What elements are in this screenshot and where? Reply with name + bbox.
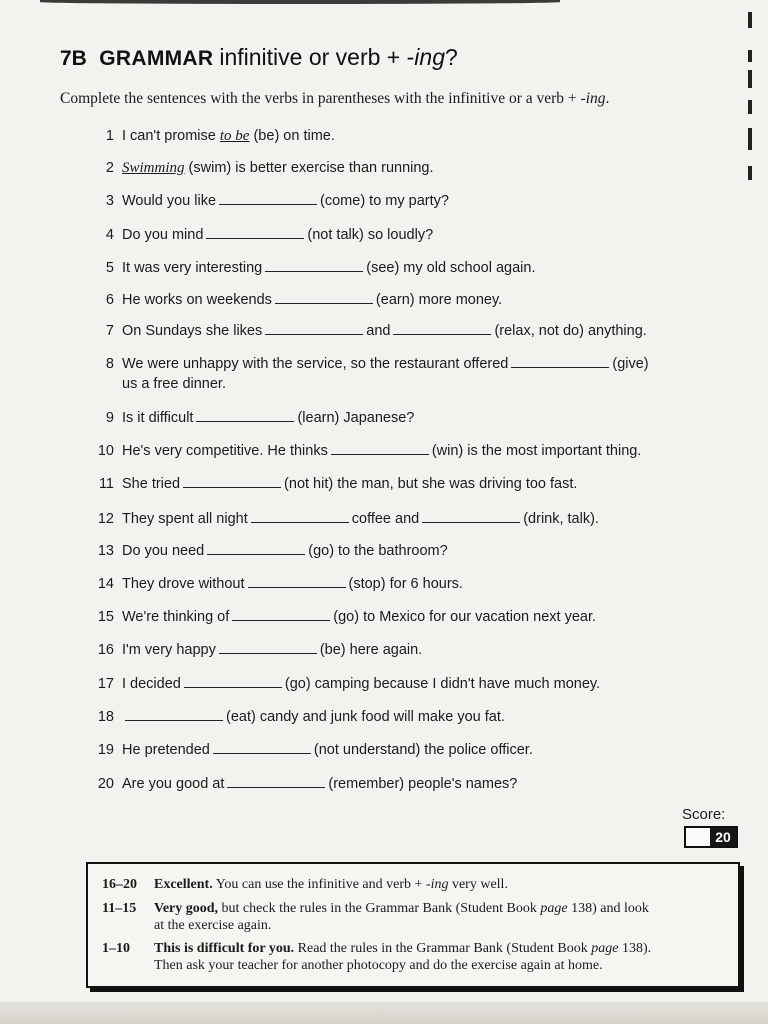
- exercise-item-18: [78, 707, 718, 727]
- answer-blank-13[interactable]: [207, 541, 305, 555]
- item-sentence: (eat) candy and junk food will make you fat.: [122, 709, 505, 725]
- answer-blank-5[interactable]: [265, 258, 363, 272]
- example-answer: Swimming: [122, 160, 185, 176]
- item-number: 10: [97, 443, 114, 459]
- item-number: 4: [105, 227, 114, 243]
- item-continuation: us a free dinner.: [122, 376, 226, 392]
- feedback-row-difficult: 1–10 This is difficult for you. Read the rules in the Grammar Bank (Student Book page 138). Then ask your teacher for another photocopy and do the exercise again at home.: [102, 941, 652, 973]
- answer-blank-20[interactable]: [227, 774, 325, 788]
- item-number: 19: [97, 742, 114, 758]
- section-code: 7B: [60, 47, 87, 70]
- feedback-row-excellent: 16–20 Excellent. You can use the infinitive and verb + -ing very well.: [102, 877, 508, 892]
- exercise-item-17: [78, 674, 718, 694]
- exercise-item-8: [78, 354, 718, 394]
- binding-marks: [748, 8, 754, 188]
- exercise-item-19: [78, 740, 718, 760]
- answer-blank-7-2[interactable]: [393, 321, 491, 335]
- exercise-item-3: [78, 191, 718, 211]
- item-number: 15: [97, 609, 114, 625]
- answer-blank-16[interactable]: [219, 640, 317, 654]
- item-number: 1: [105, 128, 114, 144]
- exercise-item-20: [78, 774, 718, 794]
- score-box: [684, 826, 738, 848]
- exercise-item-1: [78, 126, 718, 146]
- item-number: 11: [98, 476, 114, 492]
- item-sentence: On Sundays she likes and (relax, not do) anything.: [122, 323, 647, 339]
- item-number: 14: [97, 576, 114, 592]
- answer-blank-14[interactable]: [248, 574, 346, 588]
- answer-blank-7[interactable]: [265, 321, 363, 335]
- answer-blank-15[interactable]: [232, 607, 330, 621]
- item-number: 16: [97, 642, 114, 658]
- item-number: 9: [105, 410, 114, 426]
- exercise-item-6: [78, 290, 718, 310]
- score-label: Score:: [682, 806, 726, 823]
- instructions: Complete the sentences with the verbs in parentheses with the infinitive or a verb + -ing.: [60, 90, 610, 107]
- item-sentence: Do you need (go) to the bathroom?: [122, 543, 448, 559]
- item-sentence: Is it difficult (learn) Japanese?: [122, 410, 415, 426]
- page-top-edge: [40, 0, 560, 4]
- example-answer: to be: [219, 128, 250, 144]
- item-sentence: It was very interesting (see) my old school again.: [122, 260, 536, 276]
- exercise-item-4: [78, 225, 718, 245]
- exercise-item-12: [78, 509, 718, 529]
- score-total: 20: [710, 828, 736, 846]
- answer-blank-9[interactable]: [196, 408, 294, 422]
- answer-blank-12[interactable]: [251, 509, 349, 523]
- section-label: GRAMMAR: [99, 47, 214, 70]
- item-sentence: Swimming (swim) is better exercise than running.: [122, 160, 434, 176]
- item-number: 12: [97, 511, 114, 527]
- item-number: 3: [105, 193, 114, 209]
- item-number: 6: [105, 292, 114, 308]
- item-sentence: Would you like (come) to my party?: [122, 193, 449, 209]
- item-sentence: He pretended (not understand) the police officer.: [122, 742, 533, 758]
- topic-text: infinitive or verb + -: [219, 44, 415, 70]
- exercise-item-16: [78, 640, 718, 660]
- exercise-item-5: [78, 258, 718, 278]
- item-number: 7: [105, 323, 114, 339]
- page-bottom-shadow: [0, 1002, 768, 1024]
- answer-blank-3[interactable]: [219, 191, 317, 205]
- feedback-box: [86, 862, 740, 988]
- item-number: 20: [97, 776, 114, 792]
- exercise-item-14: [78, 574, 718, 594]
- answer-blank-12-2[interactable]: [422, 509, 520, 523]
- exercise-item-7: [78, 321, 718, 341]
- item-number: 13: [97, 543, 114, 559]
- topic-question: ?: [445, 44, 458, 70]
- item-number: 5: [105, 260, 114, 276]
- answer-blank-18[interactable]: [125, 707, 223, 721]
- exercise-item-13: [78, 541, 718, 561]
- item-sentence: I can't promise to be (be) on time.: [122, 128, 335, 144]
- item-sentence: He's very competitive. He thinks (win) is the most important thing.: [122, 443, 642, 459]
- answer-blank-11[interactable]: [183, 474, 281, 488]
- score-input-area[interactable]: [686, 828, 710, 846]
- item-number: 2: [105, 160, 114, 176]
- answer-blank-4[interactable]: [206, 225, 304, 239]
- item-sentence: They drove without (stop) for 6 hours.: [122, 576, 463, 592]
- item-sentence: He works on weekends (earn) more money.: [122, 292, 503, 308]
- feedback-row-very-good: 11–15 Very good, but check the rules in the Grammar Bank (Student Book page 138) and look at the exercise again.: [102, 901, 649, 933]
- item-number: 8: [105, 356, 114, 372]
- exercise-item-10: [78, 441, 718, 461]
- item-number: 18: [97, 709, 114, 725]
- answer-blank-19[interactable]: [213, 740, 311, 754]
- item-sentence: We were unhappy with the service, so the restaurant offered (give): [122, 356, 649, 372]
- item-sentence: She tried (not hit) the man, but she was driving too fast.: [122, 476, 578, 492]
- item-number: 17: [97, 676, 114, 692]
- item-sentence: They spent all night coffee and (drink, talk).: [122, 511, 599, 527]
- page-title: [60, 44, 458, 71]
- item-sentence: We're thinking of (go) to Mexico for our vacation next year.: [122, 609, 597, 625]
- answer-blank-10[interactable]: [331, 441, 429, 455]
- item-sentence: Do you mind (not talk) so loudly?: [122, 227, 434, 243]
- exercise-item-11: [78, 474, 718, 494]
- item-sentence: I'm very happy (be) here again.: [122, 642, 423, 658]
- answer-blank-17[interactable]: [184, 674, 282, 688]
- exercise-item-15: [78, 607, 718, 627]
- answer-blank-6[interactable]: [275, 290, 373, 304]
- exercise-item-2: [78, 158, 718, 178]
- exercise-item-9: [78, 408, 718, 428]
- item-sentence: Are you good at (remember) people's names?: [122, 776, 518, 792]
- answer-blank-8[interactable]: [511, 354, 609, 368]
- topic-ing: ing: [414, 44, 445, 70]
- item-sentence: I decided (go) camping because I didn't have much money.: [122, 676, 601, 692]
